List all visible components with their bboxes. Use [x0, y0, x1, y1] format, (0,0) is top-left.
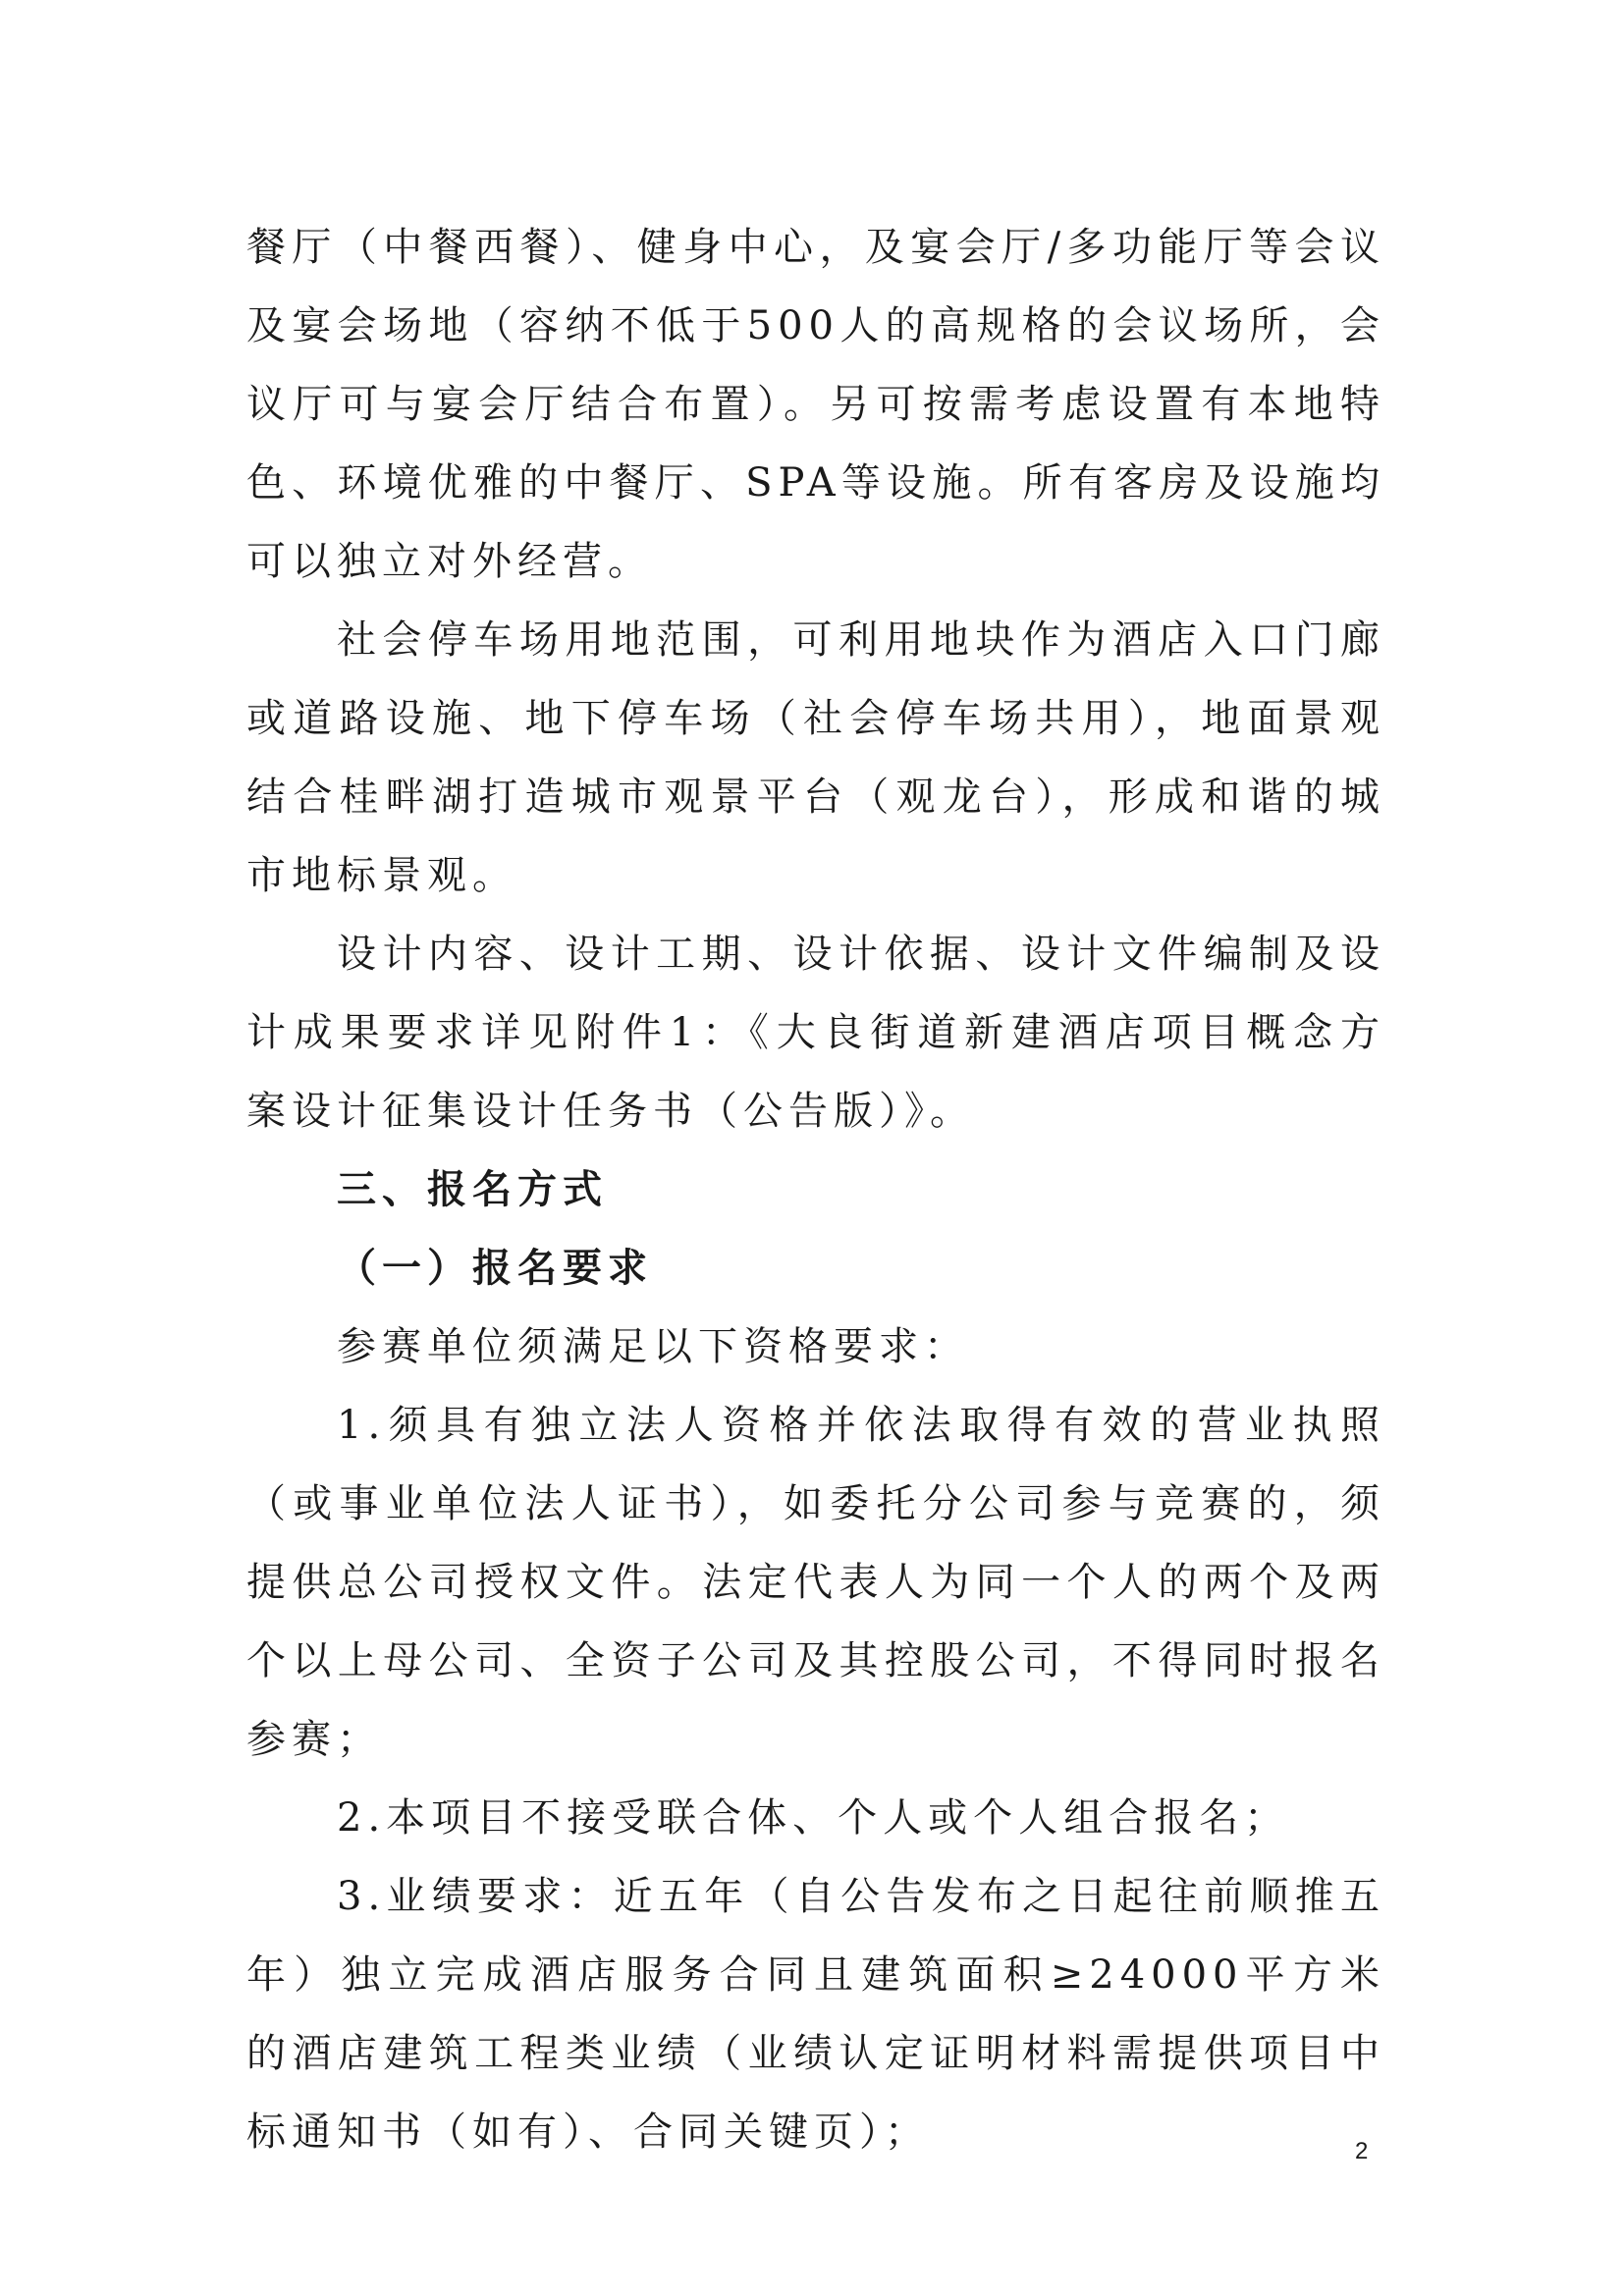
paragraph-facilities: 餐厅（中餐西餐）、健身中心，及宴会厅/多功能厅等会议及宴会场地（容纳不低于500人的高规格的会议场所，会议厅可与宴会厅结合布置）。另可按需考虑设置有本地特色、环境优雅的中餐厅、SPA等设施。所有客房及设施均可以独立对外经营。: [246, 225, 1385, 584]
section-heading-registration: 三、报名方式: [337, 1166, 608, 1212]
page-number: 2: [1355, 2138, 1369, 2164]
paragraph-requirement-2: 2.本项目不接受联合体、个人或个人组合报名；: [337, 1795, 1290, 1841]
paragraph-qualification-intro: 参赛单位须满足以下资格要求：: [337, 1324, 969, 1369]
paragraph-requirement-1: 1.须具有独立法人资格并依法取得有效的营业执照（或事业单位法人证书），如委托分公司参与竞赛的，须提供总公司授权文件。法定代表人为同一个人的两个及两个以上母公司、全资子公司及其控股公司，不得同时报名参赛；: [246, 1403, 1385, 1762]
document-body: [246, 208, 1385, 2171]
paragraph-design-requirements: 设计内容、设计工期、设计依据、设计文件编制及设计成果要求详见附件1：《大良街道新建酒店项目概念方案设计征集设计任务书（公告版）》。: [246, 932, 1385, 1134]
paragraph-parking: 社会停车场用地范围，可利用地块作为酒店入口门廊或道路设施、地下停车场（社会停车场共用），地面景观结合桂畔湖打造城市观景平台（观龙台），形成和谐的城市地标景观。: [246, 617, 1385, 898]
paragraph-requirement-3: 3.业绩要求：近五年（自公告发布之日起往前顺推五年）独立完成酒店服务合同且建筑面积≥24000平方米的酒店建筑工程类业绩（业绩认定证明材料需提供项目中标通知书（如有）、合同关键页）；: [246, 1874, 1385, 2155]
subsection-heading-requirements: （一）报名要求: [337, 1245, 653, 1291]
